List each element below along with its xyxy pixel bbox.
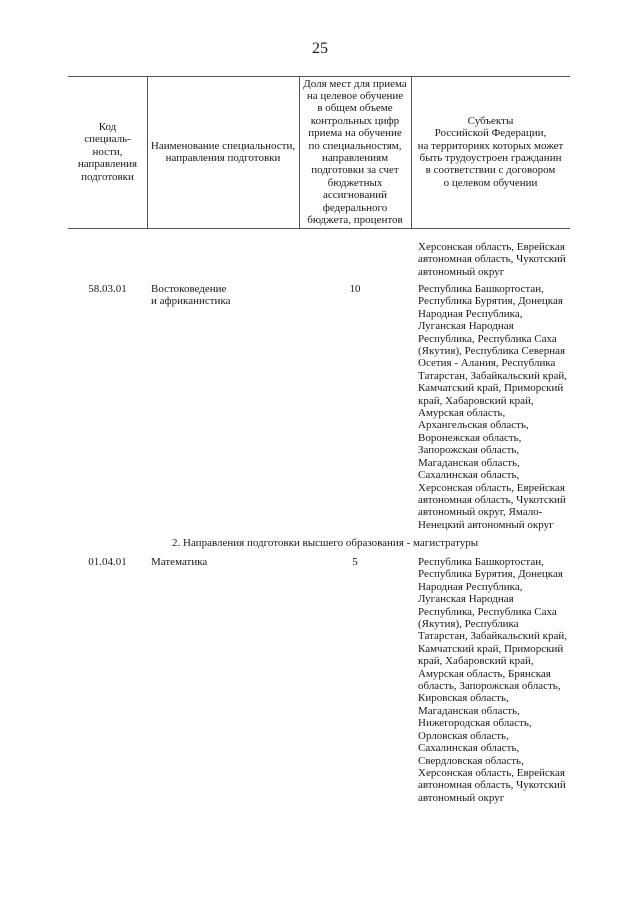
page-number: 25 xyxy=(312,40,328,57)
header-share: Доля мест для приема на целевое обучение в общем объеме контрольных цифр приема на обучение по специальностям, направлениям подготовки за счет бюджетных ассигнований федерального бюджета, процентов xyxy=(303,77,407,227)
section-title: 2. Направления подготовки высшего образования - магистратуры xyxy=(172,537,479,549)
row-code: 01.04.01 xyxy=(88,556,127,568)
header-regions: Субъекты Российской Федерации, на территориях которых может быть трудоустроен гражданин в соответствии с договором о целевом обучении xyxy=(417,114,564,189)
row-name: Математика xyxy=(151,556,208,568)
row-name: Востоковедение и африканистика xyxy=(151,283,231,308)
row-regions: Республика Башкортостан, Республика Бурятия, Донецкая Народная Республика, Луганская Народная Республика, Республика Саха (Якутия), Республика Татарстан, Забайкальский край, Камчатский край, Приморский край, Хабаровский край, Амурская область, Брянская область, Запорожская область, Кировская область, Магаданская область, Нижегородская область, Орловская область, Сахалинская область, Свердловская область, Херсонская область, Еврейская автономная область, Чукотский автономный округ xyxy=(418,556,567,804)
row-regions: Республика Башкортостан, Республика Бурятия, Донецкая Народная Республика, Луганская Народная Республика, Республика Саха (Якутия), Республика Северная Осетия - Алания, Республика Татарстан, Забайкальский край, Камчатский край, Приморский край, Хабаровский край, Амурская область, Архангельская область, Воронежская область, Запорожская область, Магаданская область, Сахалинская область, Херсонская область, Еврейская автономная область, Чукотский автономный округ, Ямало- Ненецкий автономный округ xyxy=(418,283,567,531)
row-code: 58.03.01 xyxy=(88,283,127,295)
row-share: 5 xyxy=(352,556,358,568)
continued-regions: Херсонская область, Еврейская автономная область, Чукотский автономный округ xyxy=(418,241,566,278)
table-header-bottom-border xyxy=(68,228,570,229)
header-name: Наименование специальности, направления подготовки xyxy=(150,139,296,164)
row-share: 10 xyxy=(349,283,361,295)
header-code: Код специаль- ности, направления подготовки xyxy=(77,120,138,183)
